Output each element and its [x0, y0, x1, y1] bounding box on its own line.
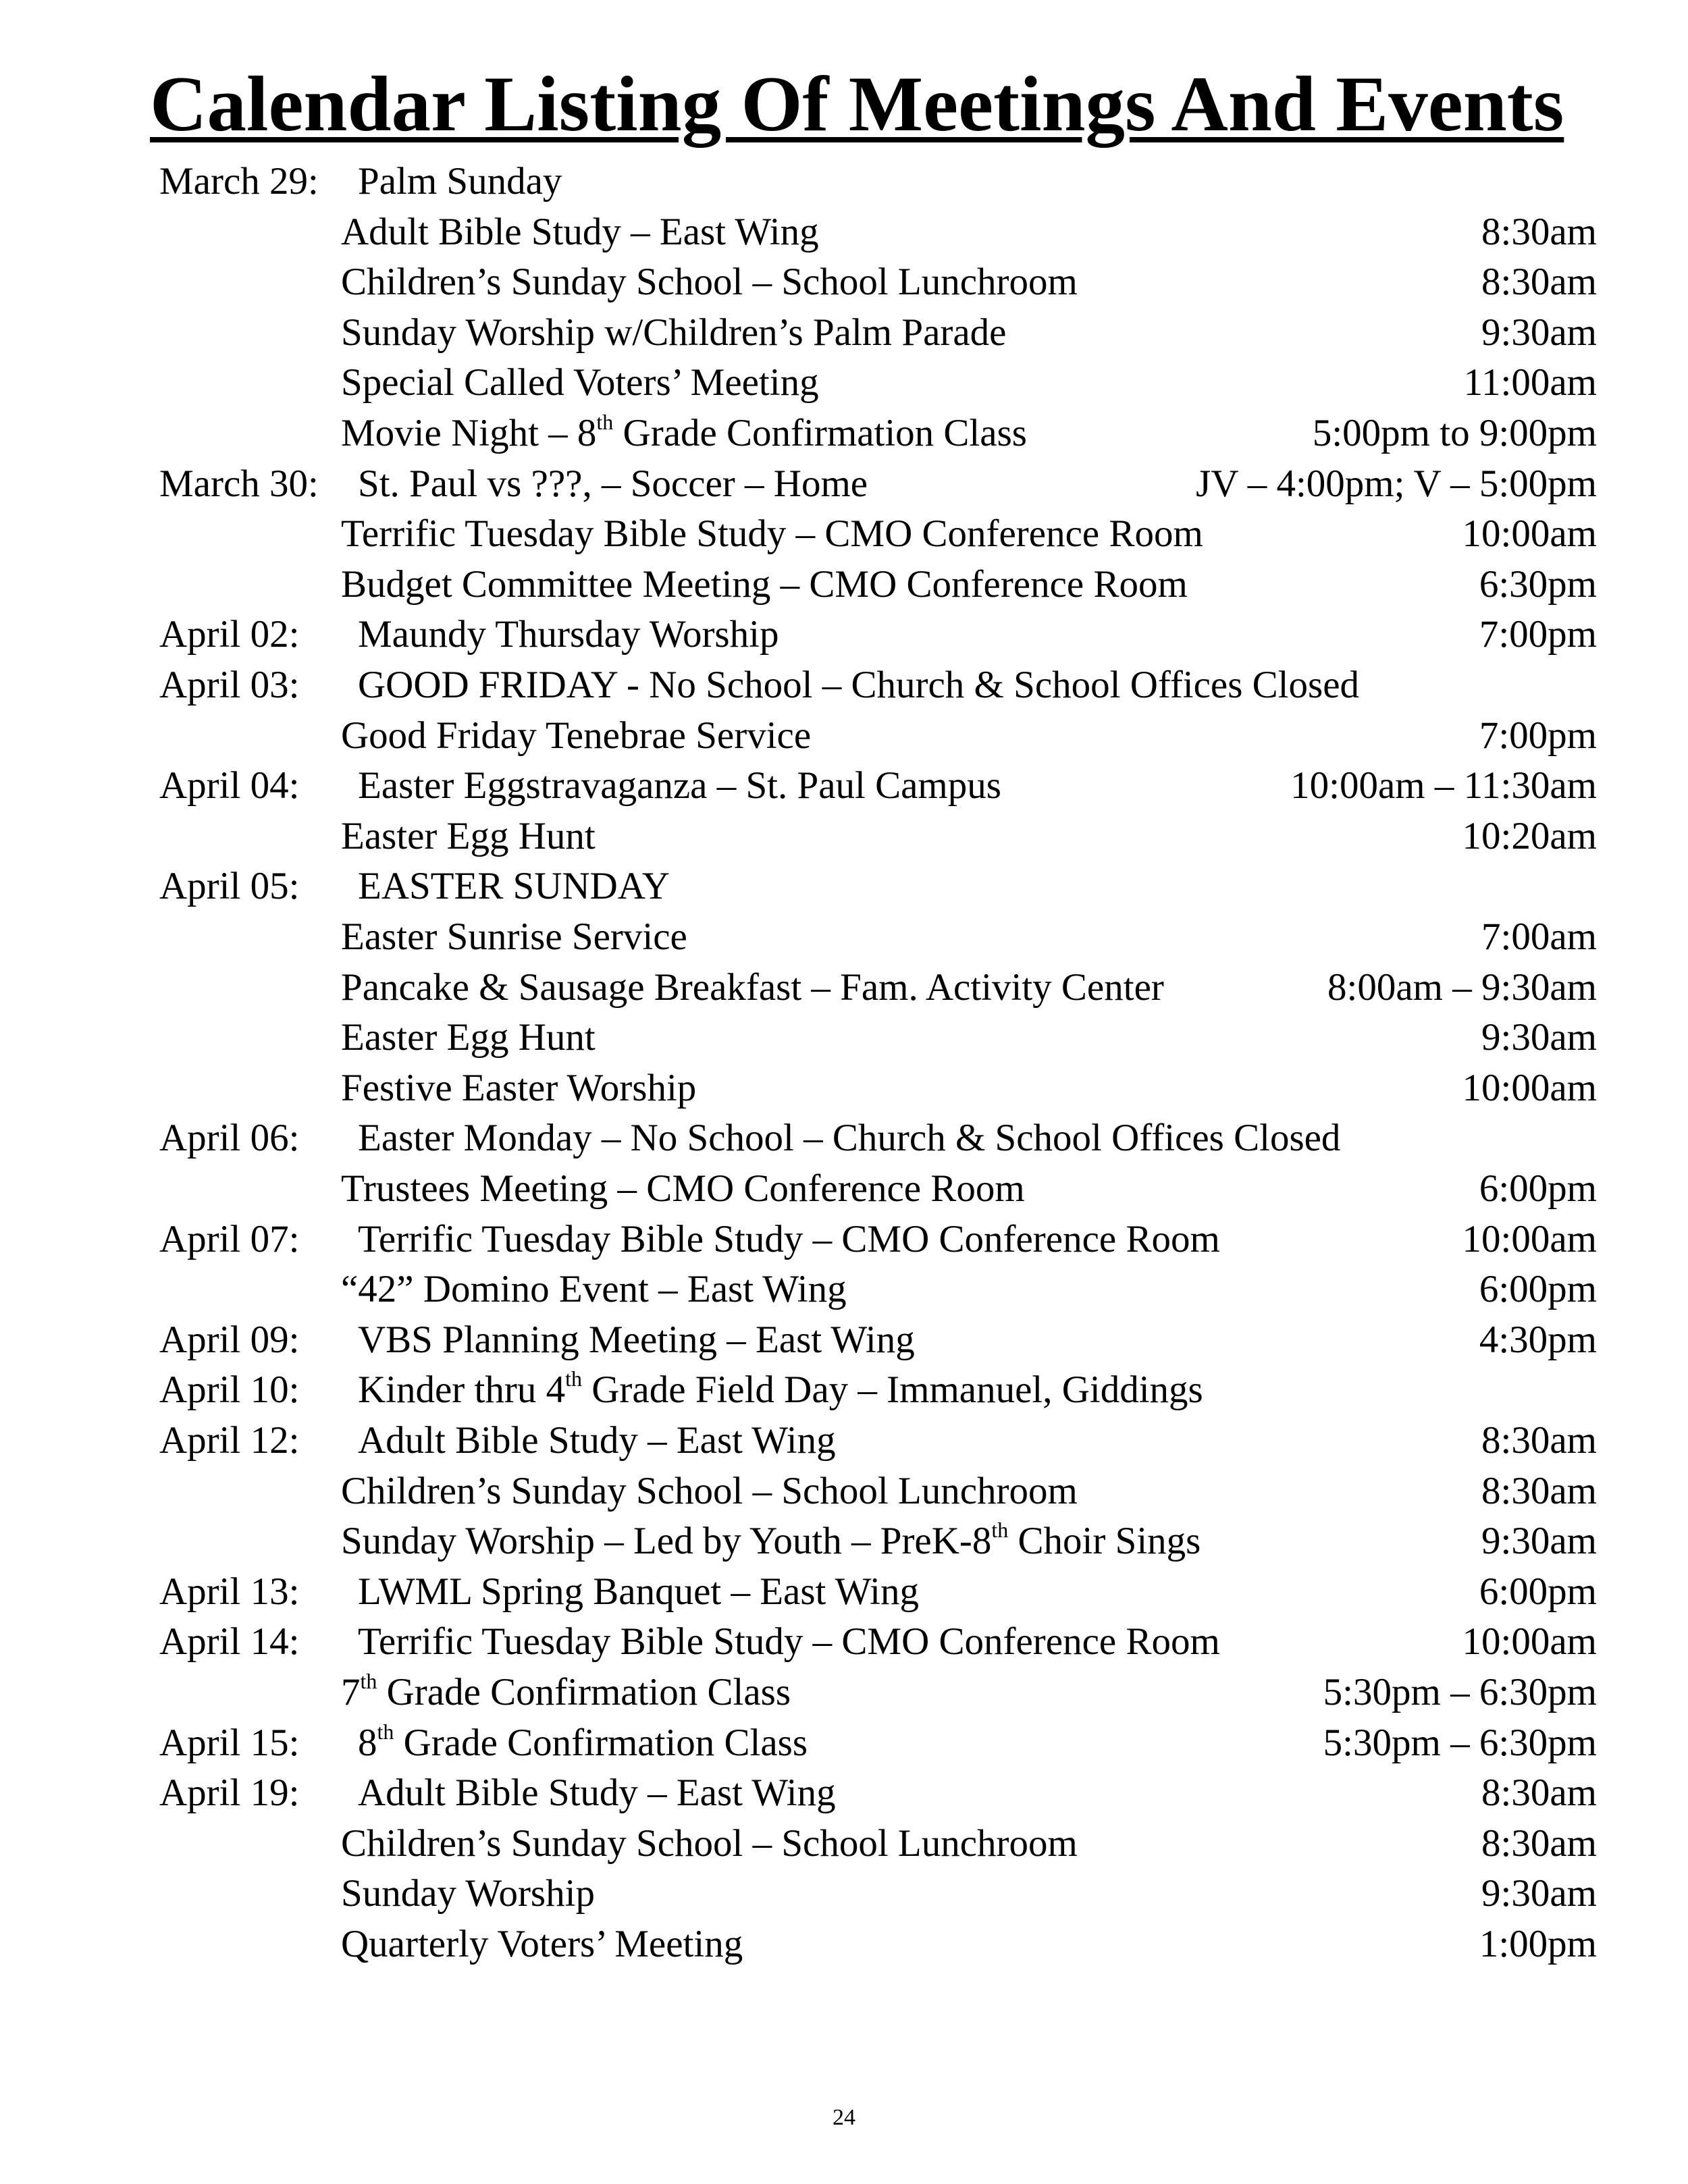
event-description: Easter Eggstravaganza – St. Paul Campus [358, 764, 1001, 807]
event-time: 11:00am [1463, 361, 1597, 404]
event-row [0, 1013, 1688, 1063]
event-time: 10:00am [1462, 512, 1597, 556]
event-time: 9:30am [1481, 1520, 1597, 1563]
event-row [0, 157, 1688, 207]
event-date: April 14: [159, 1620, 300, 1663]
event-time: 8:30am [1481, 1772, 1597, 1815]
event-row [0, 1617, 1688, 1667]
ordinal-suffix: th [565, 1366, 582, 1391]
event-row [0, 660, 1688, 710]
event-time: 6:00pm [1479, 1570, 1597, 1613]
event-row [0, 1365, 1688, 1415]
event-description: Palm Sunday [358, 160, 562, 203]
event-date: April 09: [159, 1318, 300, 1361]
event-date: March 30: [159, 462, 319, 505]
event-date: April 05: [159, 865, 300, 908]
event-time: 4:30pm [1479, 1318, 1597, 1361]
event-description: 8th Grade Confirmation Class [358, 1719, 808, 1764]
event-date: April 07: [159, 1217, 300, 1260]
event-row [0, 610, 1688, 660]
event-row [0, 1063, 1688, 1113]
event-row [0, 358, 1688, 408]
page-title: Calendar Listing Of Meetings And Events [150, 61, 1564, 148]
ordinal-suffix: th [377, 1719, 394, 1744]
event-time: 10:00am [1462, 1620, 1597, 1663]
event-description: Kinder thru 4th Grade Field Day – Immanuel, Giddings [358, 1366, 1203, 1412]
event-row [0, 1215, 1688, 1264]
event-description: Special Called Voters’ Meeting [341, 361, 819, 404]
event-description: EASTER SUNDAY [358, 865, 670, 908]
event-row [0, 560, 1688, 610]
event-description: Maundy Thursday Worship [358, 613, 779, 656]
event-time: 6:00pm [1479, 1268, 1597, 1311]
event-description: LWML Spring Banquet – East Wing [358, 1570, 919, 1613]
event-time: 9:30am [1481, 1016, 1597, 1059]
event-row [0, 207, 1688, 257]
event-time: 5:00pm to 9:00pm [1312, 412, 1597, 454]
event-time: 9:30am [1481, 311, 1597, 354]
event-row [0, 1466, 1688, 1516]
event-time: 7:00am [1481, 915, 1597, 958]
event-time: 1:00pm [1479, 1923, 1597, 1965]
event-description: Adult Bible Study – East Wing [341, 210, 819, 253]
event-row [0, 1718, 1688, 1768]
event-description: Adult Bible Study – East Wing [358, 1419, 836, 1462]
event-row [0, 1164, 1688, 1214]
event-row [0, 711, 1688, 761]
event-row [0, 408, 1688, 458]
event-row [0, 1416, 1688, 1466]
event-date: April 04: [159, 764, 300, 807]
ordinal-suffix: th [360, 1669, 377, 1693]
event-time: 9:30am [1481, 1872, 1597, 1915]
event-row [0, 1264, 1688, 1314]
event-date: April 19: [159, 1772, 300, 1815]
event-description: VBS Planning Meeting – East Wing [358, 1318, 915, 1361]
event-description: “42” Domino Event – East Wing [341, 1268, 847, 1311]
event-time: JV – 4:00pm; V – 5:00pm [1196, 462, 1597, 505]
ordinal-suffix: th [991, 1518, 1009, 1543]
event-description: Terrific Tuesday Bible Study – CMO Conference Room [358, 1620, 1220, 1663]
event-description: Children’s Sunday School – School Lunchroom [341, 261, 1078, 304]
event-description: Easter Monday – No School – Church & School Offices Closed [358, 1117, 1341, 1160]
event-row [0, 257, 1688, 307]
event-description: Children’s Sunday School – School Lunchroom [341, 1821, 1078, 1865]
event-row [0, 1919, 1688, 1969]
event-row [0, 1768, 1688, 1818]
event-time: 8:30am [1481, 210, 1597, 253]
event-description: Good Friday Tenebrae Service [341, 714, 812, 757]
ordinal-suffix: th [596, 410, 614, 434]
event-description: Budget Committee Meeting – CMO Conference Room [341, 562, 1188, 606]
event-time: 8:30am [1481, 1821, 1597, 1865]
event-time: 7:00pm [1479, 613, 1597, 656]
event-row [0, 1113, 1688, 1163]
event-row [0, 761, 1688, 811]
event-description: Festive Easter Worship [341, 1066, 697, 1109]
event-date: April 10: [159, 1368, 300, 1412]
event-date: April 02: [159, 613, 300, 656]
event-time: 8:00am – 9:30am [1327, 965, 1597, 1009]
event-description: Easter Egg Hunt [341, 1016, 596, 1059]
event-description: Easter Egg Hunt [341, 814, 596, 857]
event-row [0, 1869, 1688, 1919]
event-date: April 15: [159, 1721, 300, 1764]
event-description: GOOD FRIDAY - No School – Church & School Offices Closed [358, 664, 1360, 706]
event-row [0, 509, 1688, 559]
event-description: St. Paul vs ???, – Soccer – Home [358, 462, 868, 505]
event-time: 10:00am [1462, 1217, 1597, 1260]
event-time: 5:30pm – 6:30pm [1323, 1721, 1597, 1764]
event-row [0, 963, 1688, 1013]
event-time: 10:00am [1462, 1066, 1597, 1109]
event-time: 6:30pm [1479, 562, 1597, 606]
event-time: 6:00pm [1479, 1167, 1597, 1210]
event-description: Sunday Worship w/Children’s Palm Parade [341, 311, 1007, 354]
event-row [0, 308, 1688, 358]
event-description: Quarterly Voters’ Meeting [341, 1923, 743, 1965]
event-description: Terrific Tuesday Bible Study – CMO Conference Room [341, 512, 1203, 556]
event-date: April 13: [159, 1570, 300, 1613]
event-description: Adult Bible Study – East Wing [358, 1772, 836, 1815]
event-time: 8:30am [1481, 1469, 1597, 1512]
event-time: 10:20am [1462, 814, 1597, 857]
event-row [0, 811, 1688, 861]
event-row [0, 1516, 1688, 1566]
event-date: April 03: [159, 664, 300, 706]
event-time: 8:30am [1481, 1419, 1597, 1462]
event-description: Sunday Worship – Led by Youth – PreK-8th Choir Sings [341, 1518, 1201, 1563]
event-description: 7th Grade Confirmation Class [341, 1669, 791, 1713]
event-description: Easter Sunrise Service [341, 915, 687, 958]
event-row [0, 1819, 1688, 1869]
event-row [0, 912, 1688, 962]
event-description: Pancake & Sausage Breakfast – Fam. Activity Center [341, 965, 1164, 1009]
event-description: Trustees Meeting – CMO Conference Room [341, 1167, 1025, 1210]
event-time: 5:30pm – 6:30pm [1323, 1671, 1597, 1713]
event-date: March 29: [159, 160, 319, 203]
event-time: 8:30am [1481, 261, 1597, 304]
event-row [0, 1567, 1688, 1617]
event-time: 10:00am – 11:30am [1290, 764, 1597, 807]
event-row [0, 1315, 1688, 1365]
event-description: Children’s Sunday School – School Lunchroom [341, 1469, 1078, 1512]
event-description: Movie Night – 8th Grade Confirmation Class [341, 410, 1027, 454]
event-date: April 06: [159, 1117, 300, 1160]
event-row [0, 1668, 1688, 1717]
event-description: Sunday Worship [341, 1872, 595, 1915]
event-description: Terrific Tuesday Bible Study – CMO Conference Room [358, 1217, 1220, 1260]
event-row [0, 459, 1688, 509]
event-time: 7:00pm [1479, 714, 1597, 757]
page-number: 24 [833, 2105, 855, 2130]
event-date: April 12: [159, 1419, 300, 1462]
event-row [0, 861, 1688, 911]
